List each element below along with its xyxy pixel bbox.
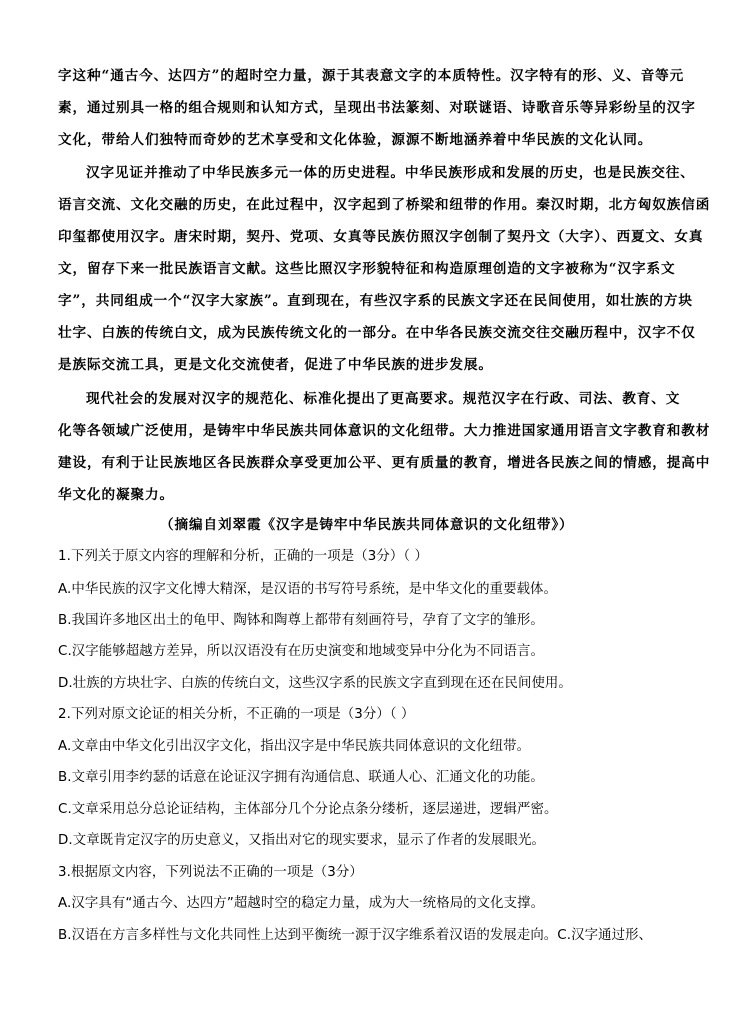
question-option: B.汉语在方言多样性与文化共同性上达到平衡统一源于汉字维系着汉语的发展走向。C.汉字通过形、 xyxy=(58,928,653,943)
passage-line: 字”，共同组成一个“汉字大家族”。直到现在，有些汉字系的民族文字还在民间使用，如壮族的方块 xyxy=(58,293,693,309)
question-stem-3: 3.根据原文内容，下列说法不正确的一项是（3分） xyxy=(58,865,363,880)
question-option: A.汉字具有“通古今、达四方”超越时空的稳定力量，成为大一统格局的文化支撑。 xyxy=(58,896,545,911)
question-option: A.文章由中华文化引出汉字文化，指出汉字是中华民族共同体意识的文化纽带。 xyxy=(58,739,531,754)
paragraph-start-line: 汉字见证并推动了中华民族多元一体的历史进程。中华民族形成和发展的历史，也是民族交往、 xyxy=(86,165,695,181)
question-option: A.中华民族的汉字文化博大精深，是汉语的书写符号系统，是中华文化的重要载体。 xyxy=(58,582,558,597)
question-stem-1: 1.下列关于原文内容的理解和分析，正确的一项是（3分）（ ） xyxy=(58,549,429,564)
question-option: D.壮族的方块壮字、白族的传统白文，这些汉字系的民族文字直到现在还在民间使用。 xyxy=(58,676,572,691)
question-option: D.文章既肯定汉字的历史意义，又指出对它的现实要求，显示了作者的发展眼光。 xyxy=(58,833,545,848)
passage-line: 建设，有利于让民族地区各民族群众享受更加公平、更有质量的教育，增进各民族之间的情感，提高中 xyxy=(58,455,711,471)
passage-line: 华文化的凝聚力。 xyxy=(58,487,174,503)
passage-line: 是族际交流工具，更是文化交流使者，促进了中华民族的进步发展。 xyxy=(58,357,493,373)
passage-line: 文，留存下来一批民族语言文献。这些比照汉字形貌特征和构造原理创造的文字被称为“汉字系文 xyxy=(58,261,676,277)
question-option: C.文章采用总分总论证结构，主体部分几个分论点条分缕析，逐层递进，逻辑严密。 xyxy=(58,802,558,817)
source-citation: （摘编自刘翠霞《汉字是铸牢中华民族共同体意识的文化纽带》） xyxy=(160,517,574,533)
passage-line: 素，通过别具一格的组合规则和认知方式，呈现出书法篆刻、对联谜语、诗歌音乐等异彩纷呈的汉字 xyxy=(58,100,696,116)
passage-line: 文化，带给人们独特而奇妙的艺术享受和文化体验，源源不断地涵养着中华民族的文化认同。 xyxy=(58,132,653,148)
question-option: B.文章引用李约瑟的话意在论证汉字拥有沟通信息、联通人心、汇通文化的功能。 xyxy=(58,770,544,785)
passage-line: 字这种“通古今、达四方”的超时空力量，源于其表意文字的本质特性。汉字特有的形、义、音等元 xyxy=(58,68,685,84)
question-stem-2: 2.下列对原文论证的相关分析，不正确的一项是（3分）（ ） xyxy=(58,707,415,722)
passage-line: 壮字、白族的传统白文，成为民族传统文化的一部分。在中华各民族交流交往交融历程中，汉字不仅 xyxy=(58,325,696,341)
passage-line: 印玺都使用汉字。唐宋时期，契丹、党项、女真等民族仿照汉字创制了契丹文（大字）、西夏文、女真 xyxy=(58,229,704,245)
passage-line: 语言交流、文化交融的历史，在此过程中，汉字起到了桥梁和纽带的作用。秦汉时期，北方匈奴族信函 xyxy=(58,197,711,213)
paragraph-start-line: 现代社会的发展对汉字的规范化、标准化提出了更高要求。规范汉字在行政、司法、教育、文 xyxy=(86,391,681,407)
question-option: C.汉字能够超越方差异，所以汉语没有在历史演变和地域变异中分化为不同语言。 xyxy=(58,644,544,659)
question-option: B.我国许多地区出土的龟甲、陶钵和陶尊上都带有刻画符号，孕育了文字的雏形。 xyxy=(58,613,544,628)
passage-line: 化等各领域广泛使用，是铸牢中华民族共同体意识的文化纽带。大力推进国家通用语言文字教育和教材 xyxy=(58,423,711,439)
